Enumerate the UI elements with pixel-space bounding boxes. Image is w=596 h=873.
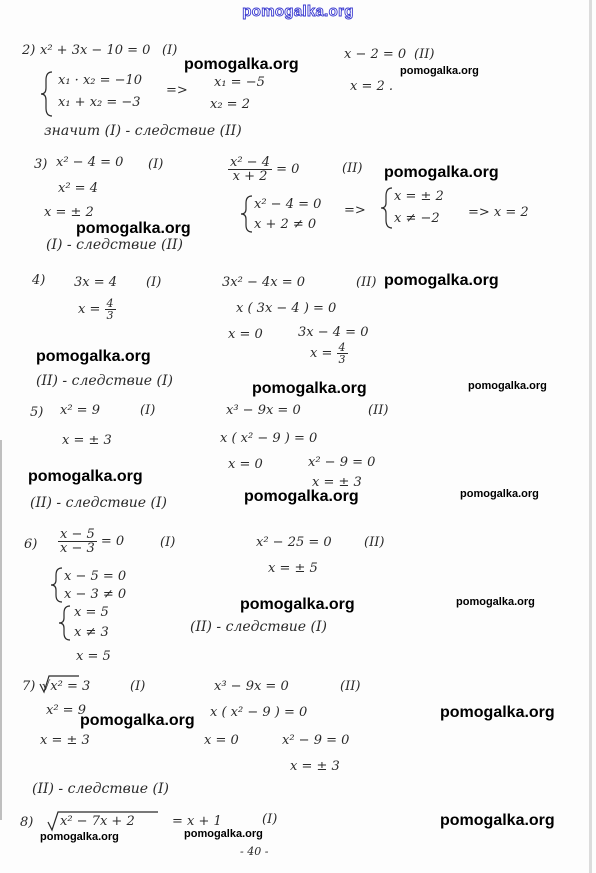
watermark-text: pomogalka.org <box>456 596 535 608</box>
page-number: - 40 - <box>240 845 269 858</box>
conclusion: (I) - следствие (II) <box>46 237 183 253</box>
watermark-text: pomogalka.org <box>184 828 263 840</box>
watermark-text: pomogalka.org <box>80 712 195 729</box>
equation-tag: (II) <box>364 535 385 550</box>
watermark-text: pomogalka.org <box>468 380 547 392</box>
fraction-numerator: 4 <box>338 341 346 354</box>
system-line: x² − 4 = 0 <box>254 197 322 212</box>
equation-tag: (II) <box>368 403 389 418</box>
root: x = ± 3 <box>290 759 340 774</box>
watermark-text: pomogalka.org <box>384 164 499 181</box>
conclusion: значит (I) - следствие (II) <box>44 123 242 139</box>
root: x² − 9 = 0 <box>282 733 350 748</box>
radicand: x² − 7x + 2 <box>60 814 135 829</box>
equation-tag: (II) <box>342 161 363 176</box>
watermark-text: pomogalka.org <box>400 65 479 77</box>
system-brace <box>51 568 62 602</box>
fraction-denominator: x + 2 <box>232 169 268 184</box>
equation: x³ − 9x = 0 <box>214 679 289 694</box>
task-number: 8) <box>20 815 34 830</box>
fraction-rhs: = 0 <box>276 162 300 177</box>
task-number: 5) <box>30 405 44 420</box>
root: x² − 9 = 0 <box>308 455 376 470</box>
vieta-sum: x₁ + x₂ = −3 <box>58 95 141 110</box>
system-brace <box>59 606 70 640</box>
equation: x − 2 = 0 <box>344 47 407 62</box>
conclusion: (II) - следствие (I) <box>36 373 173 389</box>
implies-arrow: => <box>166 83 188 98</box>
fraction-equation <box>58 528 124 555</box>
fraction-denominator: 3 <box>106 309 114 322</box>
fraction-denominator: x − 3 <box>60 541 95 556</box>
vieta-product: x₁ · x₂ = −10 <box>58 73 143 88</box>
result: => x = 2 <box>468 205 529 220</box>
step-lhs: x = <box>78 302 101 317</box>
factorization: x ( 3x − 4 ) = 0 <box>236 301 337 316</box>
equation: 3x² − 4x = 0 <box>222 275 306 290</box>
root: x = 0 <box>228 457 263 472</box>
equation-tag: (II) <box>356 275 377 290</box>
watermark-text: pomogalka.org <box>76 220 191 237</box>
watermark-text: pomogalka.org <box>440 812 555 829</box>
task-number: 2) <box>22 43 36 58</box>
equation-tag: (I) <box>130 679 146 694</box>
root: x = ± 5 <box>268 561 318 576</box>
step-lhs: x = <box>310 346 333 361</box>
conclusion: (II) - следствие (I) <box>190 619 327 635</box>
root <box>310 342 348 365</box>
fraction-equation <box>228 156 299 183</box>
watermark-text: pomogalka.org <box>440 704 555 721</box>
fraction-numerator: x² − 4 <box>230 155 270 170</box>
step: x = ± 3 <box>62 433 112 448</box>
system-line: x + 2 ≠ 0 <box>254 217 317 232</box>
system-line: x − 3 ≠ 0 <box>64 587 127 602</box>
factorization: x ( x² − 9 ) = 0 <box>210 705 308 720</box>
equation: √x² = 3 <box>42 679 91 694</box>
system-line: x = ± 2 <box>394 189 444 204</box>
result: x = 5 <box>76 649 111 664</box>
root: x₁ = −5 <box>214 75 265 90</box>
factorization: x ( x² − 9 ) = 0 <box>220 431 318 446</box>
watermark-text: pomogalka.org <box>240 596 355 613</box>
equation: x² = 9 <box>60 403 100 418</box>
system-brace <box>241 196 252 232</box>
fraction-numerator: x − 5 <box>60 527 95 542</box>
system-line: x − 5 = 0 <box>64 569 127 584</box>
task-number: 4) <box>32 273 46 288</box>
root: x = 2 . <box>350 79 394 94</box>
system-brace <box>381 188 392 228</box>
step: x = ± 3 <box>40 733 90 748</box>
watermark-text: pomogalka.org <box>384 272 499 289</box>
equation: x² − 25 = 0 <box>256 535 332 550</box>
equation-tag: (I) <box>160 535 176 550</box>
step: x² = 9 <box>46 703 86 718</box>
equation-tag: (I) <box>148 157 164 172</box>
watermark-text: pomogalka.org <box>40 831 119 843</box>
equation-tag: (I) <box>162 43 178 58</box>
step <box>78 298 116 321</box>
root: 3x − 4 = 0 <box>298 325 369 340</box>
task-number: 6) <box>24 537 38 552</box>
fraction-denominator: 3 <box>338 353 346 366</box>
root: x₂ = 2 <box>210 97 250 112</box>
implies-arrow: => <box>344 203 366 218</box>
site-header-logo[interactable]: pomogalka.org <box>242 3 354 20</box>
equation-tag: (I) <box>146 275 162 290</box>
equation: x³ − 9x = 0 <box>226 403 301 418</box>
root: x = ± 3 <box>312 475 362 490</box>
task-number: 3) <box>34 157 48 172</box>
fraction-rhs: = 0 <box>100 534 125 549</box>
conclusion: (II) - следствие (I) <box>32 781 169 797</box>
watermark-text: pomogalka.org <box>244 488 359 505</box>
system-line: x ≠ −2 <box>394 211 440 226</box>
step: x² = 4 <box>58 181 98 196</box>
equation-tag: (II) <box>340 679 361 694</box>
watermark-text: pomogalka.org <box>36 348 151 365</box>
root: x = 0 <box>204 733 239 748</box>
equation-rhs: = x + 1 <box>172 814 222 829</box>
fraction-numerator: 4 <box>106 297 114 310</box>
equation-tag: (II) <box>414 47 435 62</box>
equation: 3x = 4 <box>74 275 118 290</box>
equation-tag: (I) <box>262 812 278 827</box>
watermark-text: pomogalka.org <box>184 56 299 73</box>
system-line: x = 5 <box>74 605 109 620</box>
watermark-text: pomogalka.org <box>28 468 143 485</box>
equation: x² + 3x − 10 = 0 <box>40 43 151 58</box>
equation-tag: (I) <box>140 403 156 418</box>
task-number: 7) <box>22 679 36 694</box>
system-brace <box>41 72 52 116</box>
watermark-text: pomogalka.org <box>252 380 367 397</box>
equation: x² − 4 = 0 <box>56 155 124 170</box>
root: x = 0 <box>228 327 263 342</box>
step: x = ± 2 <box>44 205 94 220</box>
watermark-text: pomogalka.org <box>460 488 539 500</box>
conclusion: (II) - следствие (I) <box>30 495 167 511</box>
system-line: x ≠ 3 <box>74 625 109 640</box>
